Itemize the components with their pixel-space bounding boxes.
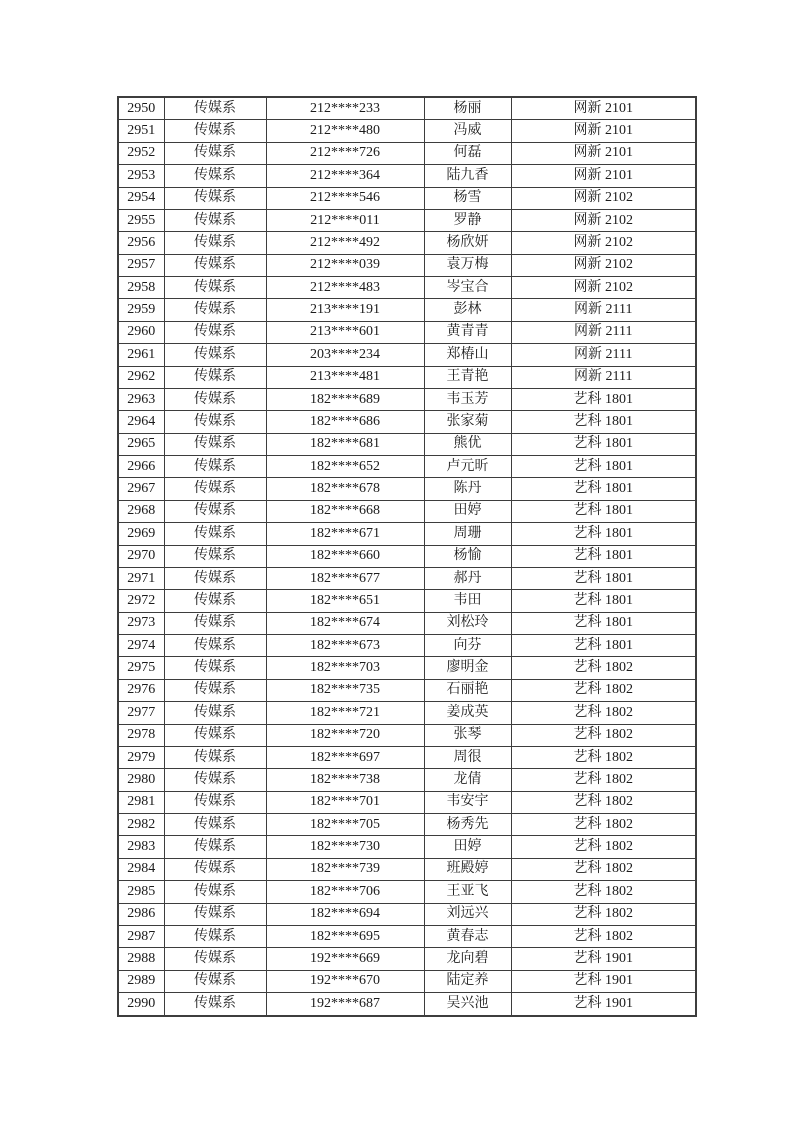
cell-serial-number: 2963 xyxy=(118,388,164,410)
cell-student-id: 182****695 xyxy=(266,925,424,947)
table-row xyxy=(118,97,696,120)
cell-class: 艺科 1802 xyxy=(511,657,696,679)
cell-class: 艺科 1801 xyxy=(511,456,696,478)
cell-serial-number: 2977 xyxy=(118,702,164,724)
cell-name: 张琴 xyxy=(424,724,511,746)
table-row xyxy=(118,567,696,589)
cell-name: 罗静 xyxy=(424,209,511,231)
cell-serial-number: 2956 xyxy=(118,232,164,254)
cell-student-id: 182****694 xyxy=(266,903,424,925)
cell-class: 网新 2102 xyxy=(511,254,696,276)
cell-name: 石丽艳 xyxy=(424,679,511,701)
cell-class: 艺科 1802 xyxy=(511,724,696,746)
cell-serial-number: 2961 xyxy=(118,344,164,366)
table-row xyxy=(118,746,696,768)
cell-student-id: 182****686 xyxy=(266,411,424,433)
cell-class: 艺科 1801 xyxy=(511,433,696,455)
cell-name: 周珊 xyxy=(424,523,511,545)
cell-student-id: 182****681 xyxy=(266,433,424,455)
cell-name: 熊优 xyxy=(424,433,511,455)
cell-student-id: 212****546 xyxy=(266,187,424,209)
table-row xyxy=(118,858,696,880)
cell-department: 传媒系 xyxy=(164,388,266,410)
cell-student-id: 182****668 xyxy=(266,500,424,522)
cell-department: 传媒系 xyxy=(164,858,266,880)
cell-name: 杨秀先 xyxy=(424,814,511,836)
table-row xyxy=(118,232,696,254)
table-row xyxy=(118,500,696,522)
table-row xyxy=(118,814,696,836)
cell-student-id: 182****738 xyxy=(266,769,424,791)
cell-name: 何磊 xyxy=(424,142,511,164)
cell-department: 传媒系 xyxy=(164,948,266,970)
cell-serial-number: 2982 xyxy=(118,814,164,836)
cell-name: 杨雪 xyxy=(424,187,511,209)
table-row xyxy=(118,254,696,276)
cell-department: 传媒系 xyxy=(164,254,266,276)
table-row xyxy=(118,948,696,970)
table-row xyxy=(118,120,696,142)
cell-name: 岑宝合 xyxy=(424,277,511,299)
cell-serial-number: 2952 xyxy=(118,142,164,164)
table-row xyxy=(118,478,696,500)
table-row xyxy=(118,679,696,701)
cell-class: 艺科 1801 xyxy=(511,545,696,567)
cell-serial-number: 2979 xyxy=(118,746,164,768)
table-row xyxy=(118,411,696,433)
table-row xyxy=(118,277,696,299)
cell-student-id: 182****651 xyxy=(266,590,424,612)
cell-class: 艺科 1802 xyxy=(511,836,696,858)
cell-department: 传媒系 xyxy=(164,769,266,791)
cell-name: 袁万梅 xyxy=(424,254,511,276)
cell-class: 艺科 1801 xyxy=(511,635,696,657)
cell-department: 传媒系 xyxy=(164,612,266,634)
cell-department: 传媒系 xyxy=(164,411,266,433)
cell-department: 传媒系 xyxy=(164,635,266,657)
cell-student-id: 212****483 xyxy=(266,277,424,299)
cell-student-id: 192****669 xyxy=(266,948,424,970)
table-row xyxy=(118,344,696,366)
cell-class: 网新 2111 xyxy=(511,366,696,388)
cell-department: 传媒系 xyxy=(164,724,266,746)
cell-name: 王青艳 xyxy=(424,366,511,388)
student-roster-table xyxy=(117,96,697,1017)
cell-department: 传媒系 xyxy=(164,478,266,500)
cell-name: 向芬 xyxy=(424,635,511,657)
cell-name: 韦玉芳 xyxy=(424,388,511,410)
cell-student-id: 213****601 xyxy=(266,321,424,343)
cell-class: 艺科 1802 xyxy=(511,858,696,880)
cell-class: 艺科 1801 xyxy=(511,612,696,634)
table-row xyxy=(118,366,696,388)
table-row xyxy=(118,702,696,724)
cell-serial-number: 2976 xyxy=(118,679,164,701)
table-row xyxy=(118,523,696,545)
cell-student-id: 182****697 xyxy=(266,746,424,768)
cell-department: 传媒系 xyxy=(164,903,266,925)
table-row xyxy=(118,903,696,925)
cell-student-id: 182****674 xyxy=(266,612,424,634)
cell-department: 传媒系 xyxy=(164,791,266,813)
cell-student-id: 212****233 xyxy=(266,97,424,120)
cell-name: 郑椿山 xyxy=(424,344,511,366)
cell-class: 网新 2111 xyxy=(511,344,696,366)
cell-class: 网新 2102 xyxy=(511,277,696,299)
cell-serial-number: 2954 xyxy=(118,187,164,209)
roster-table-body xyxy=(118,97,696,1016)
cell-serial-number: 2970 xyxy=(118,545,164,567)
table-row xyxy=(118,925,696,947)
cell-class: 艺科 1901 xyxy=(511,993,696,1016)
cell-serial-number: 2978 xyxy=(118,724,164,746)
cell-class: 艺科 1802 xyxy=(511,679,696,701)
cell-class: 艺科 1802 xyxy=(511,903,696,925)
cell-student-id: 182****706 xyxy=(266,881,424,903)
cell-department: 传媒系 xyxy=(164,993,266,1016)
cell-department: 传媒系 xyxy=(164,321,266,343)
cell-serial-number: 2990 xyxy=(118,993,164,1016)
cell-department: 传媒系 xyxy=(164,344,266,366)
cell-student-id: 212****480 xyxy=(266,120,424,142)
cell-name: 班殿婷 xyxy=(424,858,511,880)
cell-class: 网新 2102 xyxy=(511,187,696,209)
table-row xyxy=(118,769,696,791)
cell-student-id: 182****660 xyxy=(266,545,424,567)
cell-serial-number: 2950 xyxy=(118,97,164,120)
cell-name: 黄青青 xyxy=(424,321,511,343)
cell-class: 艺科 1802 xyxy=(511,814,696,836)
cell-class: 艺科 1801 xyxy=(511,500,696,522)
cell-class: 网新 2111 xyxy=(511,321,696,343)
cell-department: 传媒系 xyxy=(164,545,266,567)
cell-class: 艺科 1802 xyxy=(511,881,696,903)
cell-serial-number: 2975 xyxy=(118,657,164,679)
cell-class: 网新 2111 xyxy=(511,299,696,321)
cell-serial-number: 2958 xyxy=(118,277,164,299)
cell-serial-number: 2969 xyxy=(118,523,164,545)
table-row xyxy=(118,142,696,164)
cell-student-id: 182****735 xyxy=(266,679,424,701)
cell-department: 传媒系 xyxy=(164,299,266,321)
cell-name: 王亚飞 xyxy=(424,881,511,903)
table-row xyxy=(118,993,696,1016)
cell-department: 传媒系 xyxy=(164,456,266,478)
cell-class: 艺科 1801 xyxy=(511,567,696,589)
cell-department: 传媒系 xyxy=(164,523,266,545)
cell-department: 传媒系 xyxy=(164,657,266,679)
cell-serial-number: 2959 xyxy=(118,299,164,321)
cell-class: 艺科 1801 xyxy=(511,411,696,433)
cell-class: 艺科 1802 xyxy=(511,791,696,813)
table-row xyxy=(118,836,696,858)
cell-department: 传媒系 xyxy=(164,567,266,589)
cell-class: 网新 2101 xyxy=(511,97,696,120)
cell-name: 杨丽 xyxy=(424,97,511,120)
cell-student-id: 212****039 xyxy=(266,254,424,276)
cell-name: 龙倩 xyxy=(424,769,511,791)
cell-class: 网新 2101 xyxy=(511,142,696,164)
cell-name: 廖明金 xyxy=(424,657,511,679)
cell-class: 艺科 1801 xyxy=(511,478,696,500)
cell-serial-number: 2972 xyxy=(118,590,164,612)
cell-name: 郝丹 xyxy=(424,567,511,589)
table-row xyxy=(118,187,696,209)
cell-name: 龙向碧 xyxy=(424,948,511,970)
cell-name: 姜成英 xyxy=(424,702,511,724)
cell-name: 韦安宇 xyxy=(424,791,511,813)
cell-serial-number: 2968 xyxy=(118,500,164,522)
table-row xyxy=(118,724,696,746)
cell-student-id: 212****492 xyxy=(266,232,424,254)
cell-serial-number: 2967 xyxy=(118,478,164,500)
cell-serial-number: 2966 xyxy=(118,456,164,478)
cell-student-id: 182****703 xyxy=(266,657,424,679)
table-row xyxy=(118,165,696,187)
cell-student-id: 212****364 xyxy=(266,165,424,187)
cell-serial-number: 2974 xyxy=(118,635,164,657)
cell-serial-number: 2955 xyxy=(118,209,164,231)
cell-name: 陆定养 xyxy=(424,970,511,992)
cell-student-id: 203****234 xyxy=(266,344,424,366)
table-row xyxy=(118,456,696,478)
table-row xyxy=(118,791,696,813)
cell-student-id: 182****701 xyxy=(266,791,424,813)
cell-student-id: 182****721 xyxy=(266,702,424,724)
cell-name: 陈丹 xyxy=(424,478,511,500)
cell-department: 传媒系 xyxy=(164,590,266,612)
cell-serial-number: 2987 xyxy=(118,925,164,947)
cell-serial-number: 2971 xyxy=(118,567,164,589)
cell-class: 网新 2101 xyxy=(511,165,696,187)
cell-name: 彭林 xyxy=(424,299,511,321)
cell-student-id: 212****011 xyxy=(266,209,424,231)
cell-student-id: 182****705 xyxy=(266,814,424,836)
table-row xyxy=(118,635,696,657)
cell-department: 传媒系 xyxy=(164,165,266,187)
cell-department: 传媒系 xyxy=(164,881,266,903)
cell-student-id: 182****652 xyxy=(266,456,424,478)
cell-department: 传媒系 xyxy=(164,746,266,768)
cell-serial-number: 2984 xyxy=(118,858,164,880)
cell-class: 网新 2102 xyxy=(511,209,696,231)
cell-name: 田婷 xyxy=(424,836,511,858)
table-row xyxy=(118,299,696,321)
cell-department: 传媒系 xyxy=(164,232,266,254)
cell-class: 艺科 1802 xyxy=(511,746,696,768)
cell-name: 吴兴池 xyxy=(424,993,511,1016)
cell-department: 传媒系 xyxy=(164,142,266,164)
cell-serial-number: 2988 xyxy=(118,948,164,970)
cell-department: 传媒系 xyxy=(164,120,266,142)
cell-department: 传媒系 xyxy=(164,500,266,522)
cell-student-id: 182****730 xyxy=(266,836,424,858)
cell-department: 传媒系 xyxy=(164,679,266,701)
cell-department: 传媒系 xyxy=(164,925,266,947)
cell-class: 艺科 1901 xyxy=(511,970,696,992)
cell-name: 刘远兴 xyxy=(424,903,511,925)
cell-student-id: 212****726 xyxy=(266,142,424,164)
cell-name: 黄春志 xyxy=(424,925,511,947)
cell-class: 艺科 1801 xyxy=(511,590,696,612)
cell-student-id: 182****720 xyxy=(266,724,424,746)
cell-class: 艺科 1901 xyxy=(511,948,696,970)
cell-name: 田婷 xyxy=(424,500,511,522)
cell-student-id: 182****678 xyxy=(266,478,424,500)
cell-name: 杨愉 xyxy=(424,545,511,567)
cell-student-id: 213****481 xyxy=(266,366,424,388)
cell-department: 传媒系 xyxy=(164,970,266,992)
cell-class: 网新 2101 xyxy=(511,120,696,142)
table-row xyxy=(118,881,696,903)
cell-department: 传媒系 xyxy=(164,187,266,209)
cell-student-id: 182****673 xyxy=(266,635,424,657)
cell-department: 传媒系 xyxy=(164,366,266,388)
cell-class: 艺科 1802 xyxy=(511,769,696,791)
table-row xyxy=(118,209,696,231)
cell-department: 传媒系 xyxy=(164,277,266,299)
cell-class: 艺科 1801 xyxy=(511,523,696,545)
cell-name: 杨欣妍 xyxy=(424,232,511,254)
table-row xyxy=(118,612,696,634)
cell-name: 韦田 xyxy=(424,590,511,612)
table-row xyxy=(118,388,696,410)
table-row xyxy=(118,433,696,455)
cell-student-id: 182****689 xyxy=(266,388,424,410)
cell-class: 艺科 1801 xyxy=(511,388,696,410)
cell-name: 张家菊 xyxy=(424,411,511,433)
cell-student-id: 213****191 xyxy=(266,299,424,321)
cell-name: 冯威 xyxy=(424,120,511,142)
cell-serial-number: 2965 xyxy=(118,433,164,455)
table-row xyxy=(118,970,696,992)
cell-serial-number: 2957 xyxy=(118,254,164,276)
cell-serial-number: 2960 xyxy=(118,321,164,343)
cell-student-id: 192****670 xyxy=(266,970,424,992)
cell-serial-number: 2973 xyxy=(118,612,164,634)
cell-name: 卢元昕 xyxy=(424,456,511,478)
cell-class: 艺科 1802 xyxy=(511,702,696,724)
cell-serial-number: 2989 xyxy=(118,970,164,992)
table-row xyxy=(118,590,696,612)
table-row xyxy=(118,321,696,343)
cell-serial-number: 2981 xyxy=(118,791,164,813)
cell-serial-number: 2983 xyxy=(118,836,164,858)
cell-department: 传媒系 xyxy=(164,433,266,455)
cell-department: 传媒系 xyxy=(164,836,266,858)
cell-department: 传媒系 xyxy=(164,97,266,120)
cell-serial-number: 2980 xyxy=(118,769,164,791)
cell-class: 网新 2102 xyxy=(511,232,696,254)
cell-serial-number: 2953 xyxy=(118,165,164,187)
cell-serial-number: 2986 xyxy=(118,903,164,925)
cell-name: 陆九香 xyxy=(424,165,511,187)
cell-class: 艺科 1802 xyxy=(511,925,696,947)
cell-department: 传媒系 xyxy=(164,209,266,231)
table-row xyxy=(118,545,696,567)
cell-name: 周很 xyxy=(424,746,511,768)
cell-serial-number: 2962 xyxy=(118,366,164,388)
table-row xyxy=(118,657,696,679)
cell-student-id: 182****739 xyxy=(266,858,424,880)
cell-serial-number: 2985 xyxy=(118,881,164,903)
cell-student-id: 182****671 xyxy=(266,523,424,545)
cell-serial-number: 2964 xyxy=(118,411,164,433)
cell-department: 传媒系 xyxy=(164,814,266,836)
cell-student-id: 192****687 xyxy=(266,993,424,1016)
cell-student-id: 182****677 xyxy=(266,567,424,589)
cell-serial-number: 2951 xyxy=(118,120,164,142)
cell-department: 传媒系 xyxy=(164,702,266,724)
cell-name: 刘松玲 xyxy=(424,612,511,634)
